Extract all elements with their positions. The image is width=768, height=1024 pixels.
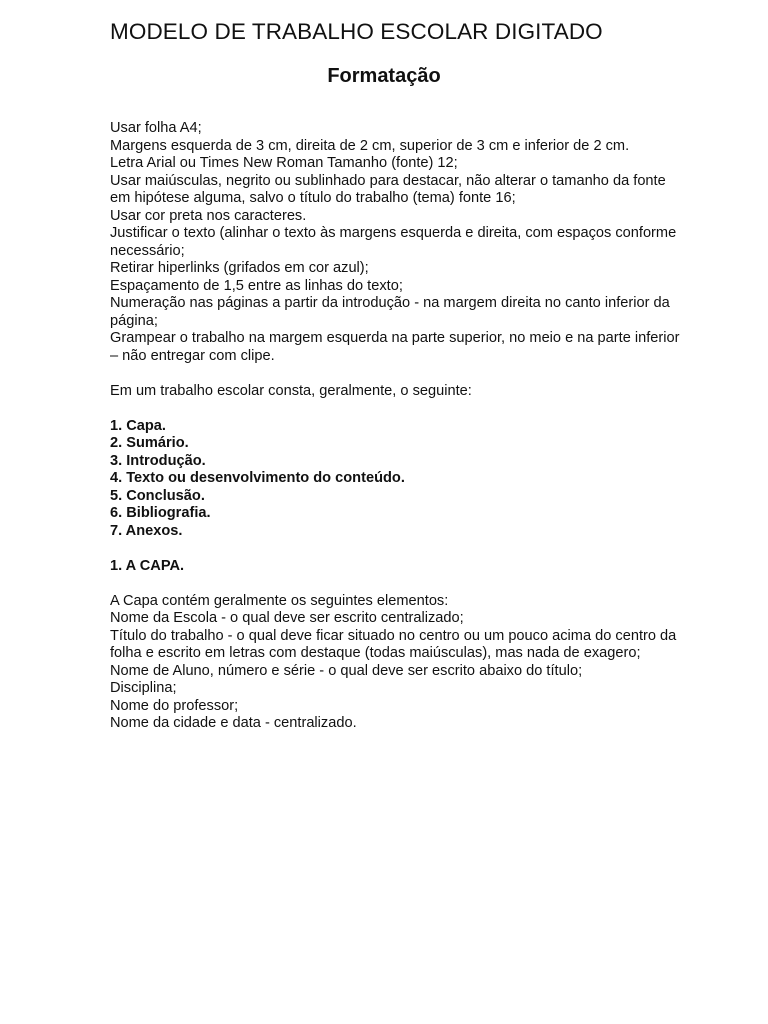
list-item: 6. Bibliografia. [110, 505, 211, 521]
rule-item: Justificar o texto (alinhar o texto às margens esquerda e direita, com espaços conforme necessário; [110, 225, 677, 259]
list-item: 3. Introdução. [110, 452, 206, 469]
capa-intro: A Capa contém geralmente os seguintes elementos: [110, 592, 449, 609]
rule-item: Numeração nas páginas a partir da introdução - na margem direita no canto inferior da página; [110, 295, 670, 329]
list-item: 5. Conclusão. [110, 487, 205, 504]
rule-item: Retirar hiperlinks (grifados em cor azul); [110, 260, 369, 276]
sections-list [110, 418, 680, 541]
list-item: Título do trabalho - o qual deve ficar situado no centro ou um pouco acima do centro da folha e escrito em letras com destaque (todas maiúsculas), mas nada de exagero; [110, 627, 677, 661]
formatting-rules [110, 120, 680, 365]
document-page [110, 17, 680, 733]
list-item: Nome da cidade e data - centralizado. [110, 715, 357, 731]
list-item: Disciplina; [110, 680, 177, 696]
rule-item: Espaçamento de 1,5 entre as linhas do texto; [110, 277, 403, 294]
intro-paragraph: Em um trabalho escolar consta, geralmente, o seguinte: [110, 382, 472, 399]
rule-item: Grampear o trabalho na margem esquerda na parte superior, no meio e na parte inferior – não entregar com clipe. [110, 330, 680, 364]
list-item: 4. Texto ou desenvolvimento do conteúdo. [110, 470, 405, 486]
capa-heading: 1. A CAPA. [110, 557, 185, 574]
rule-item: Letra Arial ou Times New Roman Tamanho (fonte) 12; [110, 155, 458, 171]
list-item: 1. Capa. [110, 417, 166, 434]
capa-items-list [110, 610, 680, 733]
rule-item: Usar cor preta nos caracteres. [110, 207, 307, 224]
list-item: Nome de Aluno, número e série - o qual deve ser escrito abaixo do título; [110, 662, 583, 679]
list-item: Nome da Escola - o qual deve ser escrito centralizado; [110, 610, 464, 626]
rule-item: Usar maiúsculas, negrito ou sublinhado para destacar, não alterar o tamanho da fonte em hipótese alguma, salvo o título do trabalho (tema) fonte 16; [110, 172, 666, 206]
rule-item: Usar folha A4; [110, 120, 202, 136]
rule-item: Margens esquerda de 3 cm, direita de 2 cm, superior de 3 cm e inferior de 2 cm. [110, 137, 630, 154]
capa-elements [110, 593, 680, 733]
document-subtitle: Formatação [327, 65, 441, 87]
list-item: 7. Anexos. [110, 522, 183, 539]
list-item: Nome do professor; [110, 697, 239, 714]
document-title: MODELO DE TRABALHO ESCOLAR DIGITADO [110, 19, 603, 44]
list-item: 2. Sumário. [110, 435, 189, 451]
